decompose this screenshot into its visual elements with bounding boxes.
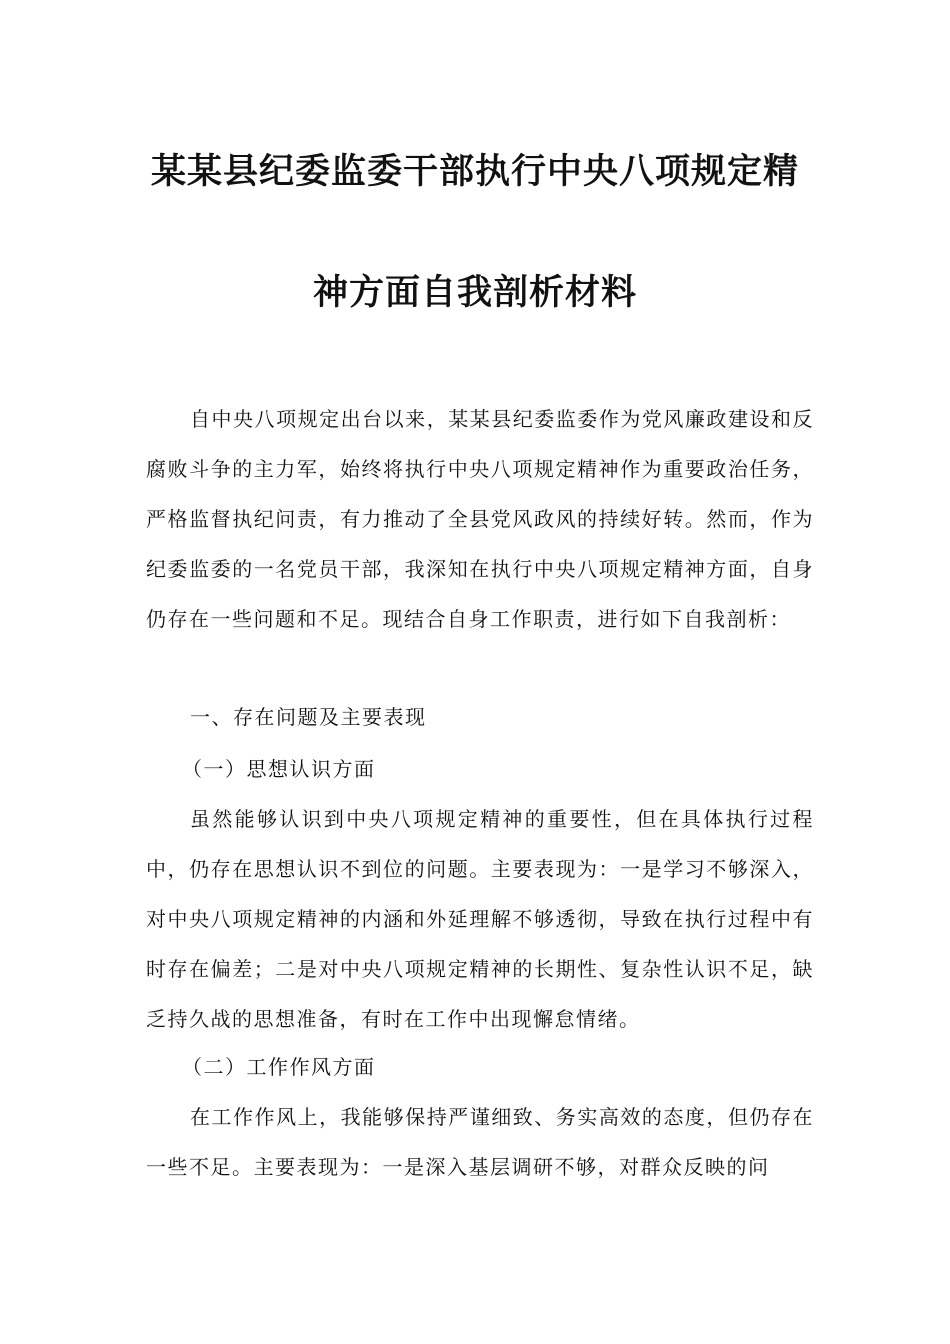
intro-paragraph: 自中央八项规定出台以来，某某县纪委监委作为党风廉政建设和反腐败斗争的主力军，始终将执行中央八项规定精神作为重要政治任务，严格监督执纪问责，有力推动了全县党风政风的持续好转。然而，作为纪委监委的一名党员干部，我深知在执行中央八项规定精神方面，自身仍存在一些问题和不足。现结合自身工作职责，进行如下自我剖析： — [146, 407, 814, 631]
document-title-line-2: 神方面自我剖析材料 — [312, 273, 637, 313]
thinking-paragraph-block — [146, 794, 814, 1044]
work-style-paragraph: 在工作作风上，我能够保持严谨细致、务实高效的态度，但仍存在一些不足。主要表现为：一是深入基层调研不够，对群众反映的问 — [146, 1105, 814, 1179]
document-title-line-1: 某某县纪委监委干部执行中央八项规定精 — [150, 152, 799, 192]
section-heading-problems: 一、存在问题及主要表现 — [190, 705, 427, 729]
work-style-paragraph-block — [146, 1092, 814, 1192]
thinking-paragraph: 虽然能够认识到中央八项规定精神的重要性，但在具体执行过程中，仍存在思想认识不到位的问题。主要表现为：一是学习不够深入，对中央八项规定精神的内涵和外延理解不够透彻，导致在执行过程中有时存在偏差；二是对中央八项规定精神的长期性、复杂性认识不足，缺乏持久战的思想准备，有时在工作中出现懈怠情绪。 — [146, 807, 814, 1031]
subsection-heading-thinking: （一）思想认识方面 — [182, 757, 376, 781]
intro-paragraph-block — [146, 394, 814, 644]
subsection-heading-work-style: （二）工作作风方面 — [182, 1055, 376, 1079]
